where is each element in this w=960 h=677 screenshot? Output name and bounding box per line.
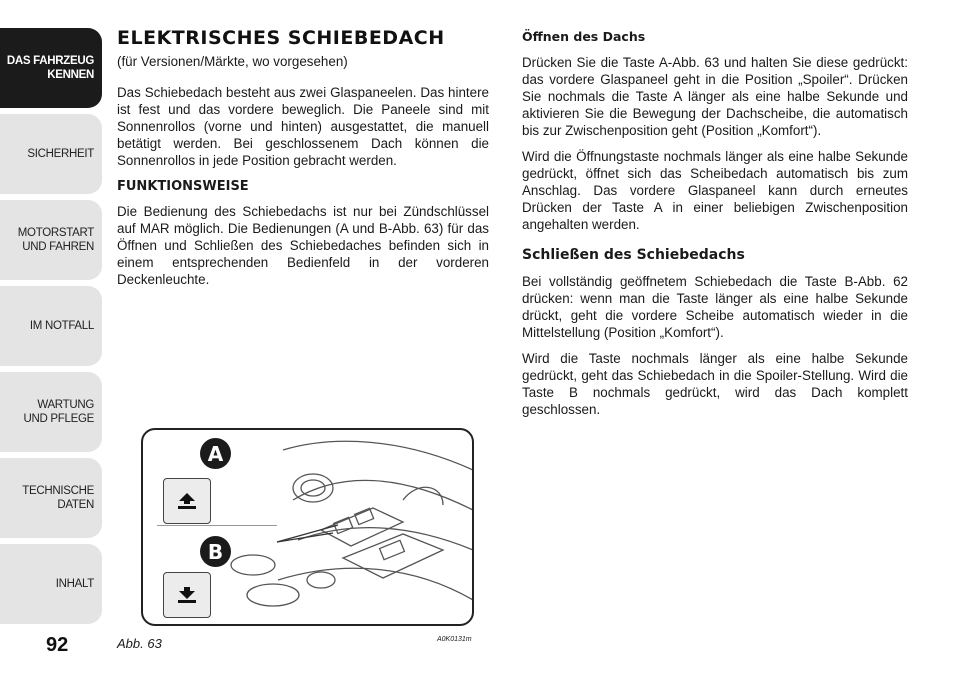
page-number: 92 <box>46 634 69 656</box>
tab-technische-daten[interactable]: TECHNISCHE DATEN <box>0 458 102 538</box>
page-subtitle: (für Versionen/Märkte, wo vorgesehen) <box>117 54 348 69</box>
open-button-a <box>163 478 211 524</box>
tab-sicherheit[interactable]: SICHERHEIT <box>0 114 102 194</box>
schliessen-paragraph-2: Wird die Taste nochmals länger als eine halbe Sekunde gedrückt, geht das Schiebedach in die Spoiler-Stellung. Wird die Taste B nochmals gedrückt, wird das Dach komplett geschlossen. <box>522 351 908 417</box>
page-title: ELEKTRISCHES SCHIEBEDACH <box>117 27 445 49</box>
tab-motorstart-und-fahren[interactable]: MOTORSTART UND FAHREN <box>0 200 102 280</box>
roof-open-icon <box>175 491 199 511</box>
tab-das-fahrzeug-kennen[interactable]: DAS FAHRZEUG KENNEN <box>0 28 102 108</box>
tab-im-notfall[interactable]: IM NOTFALL <box>0 286 102 366</box>
section-heading-schliessen: Schließen des Schiebedachs <box>522 247 745 263</box>
tab-wartung-und-pflege[interactable]: WARTUNG UND PFLEGE <box>0 372 102 452</box>
oeffnen-paragraph-1: Drücken Sie die Taste A-Abb. 63 und halten Sie diese gedrückt: das vordere Glaspaneel geht in die Position „Spoiler“. Drücken Sie nochmals die Taste A länger als eine halbe Sekunde und aktivieren Sie die Bewegung der Dachscheibe, die automatisch bis zur Zwischenposition geht (Position „Komfort“). <box>522 55 908 138</box>
figure-sunroof-controls <box>141 428 474 626</box>
figure-divider <box>157 525 277 526</box>
intro-paragraph: Das Schiebedach besteht aus zwei Glaspaneelen. Das hintere ist fest und das vordere beweglich. Die Paneele sind mit Sonnenrollos (vorne und hinten) ausgestattet, die manuell betätigt werden. Bei geschlossenem Dach können die Sonnenrollos in jede Position gebracht werden. <box>117 85 489 168</box>
funktionsweise-paragraph: Die Bedienung des Schiebedachs ist nur bei Zündschlüssel auf MAR möglich. Die Bedienungen (A und B-Abb. 63) für das Öffnen und Schließen des Schiebedaches befinden sich in einem entsprechenden Bedienfeld in der vorderen Deckenleuchte. <box>117 204 489 287</box>
roof-close-icon <box>175 585 199 605</box>
right-column <box>522 28 908 427</box>
left-column <box>117 28 489 297</box>
oeffnen-paragraph-2: Wird die Öffnungstaste nochmals länger als eine halbe Sekunde gedrückt, öffnet sich das Scheibedach automatisch bis zum Anschlag. Das vordere Glaspaneel kann durch erneutes Drücken der Taste A in einer beliebigen Zwischenposition angehalten werden. <box>522 149 908 232</box>
figure-caption: Abb. 63 <box>117 636 162 651</box>
close-button-b <box>163 572 211 618</box>
callout-b: B <box>200 536 231 567</box>
figure-code: A0K0131m <box>437 636 472 643</box>
tab-inhalt[interactable]: INHALT <box>0 544 102 624</box>
section-heading-funktionsweise: FUNKTIONSWEISE <box>117 179 249 194</box>
callout-a: A <box>200 438 231 469</box>
schliessen-paragraph-1: Bei vollständig geöffnetem Schiebedach die Taste B-Abb. 62 drücken: wenn man die Taste länger als eine halbe Sekunde drückt, geht die vordere Scheibe automatisch wieder in die Mittelstellung (Position „Komfort“). <box>522 274 908 340</box>
section-heading-oeffnen: Öffnen des Dachs <box>522 29 646 44</box>
